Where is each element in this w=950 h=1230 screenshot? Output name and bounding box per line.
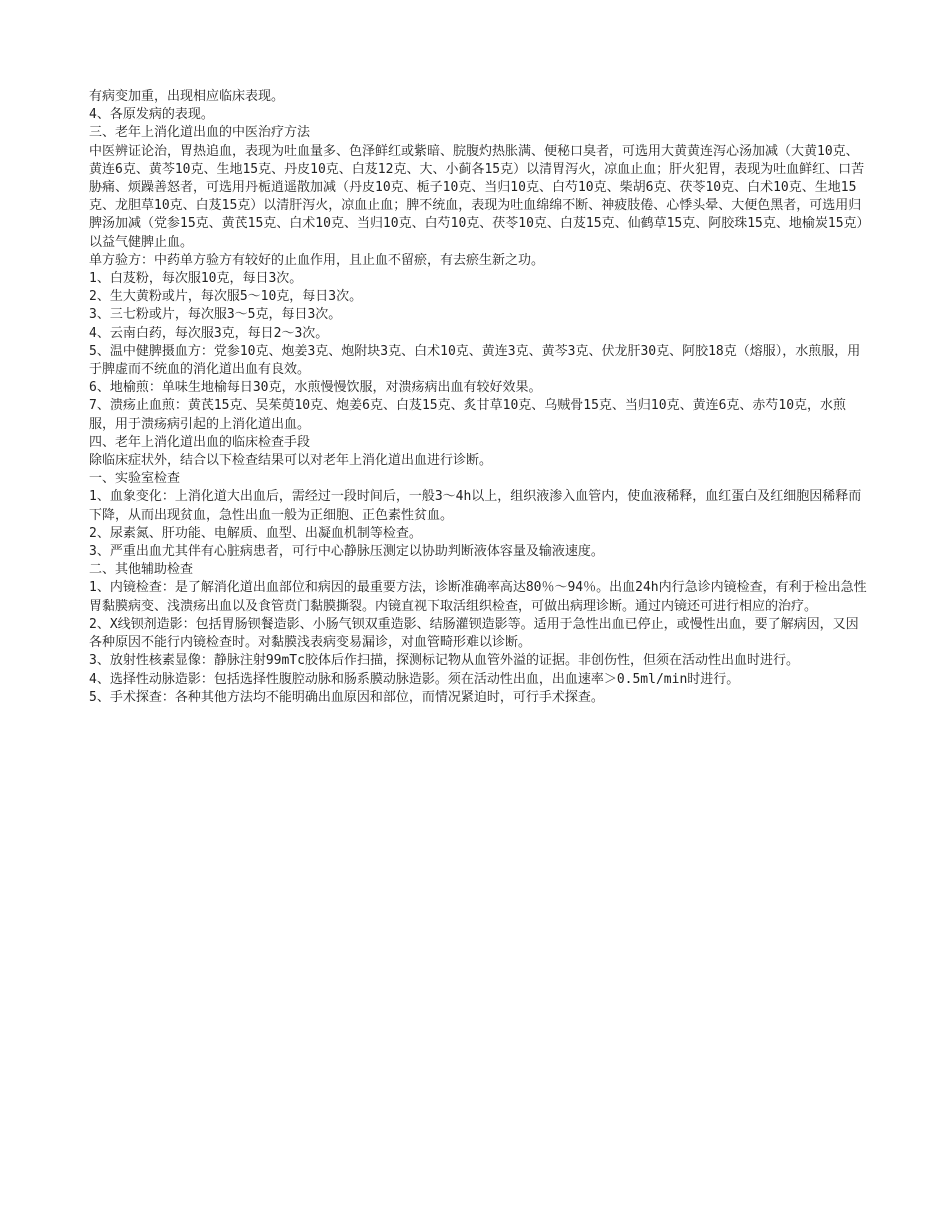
section-heading: 三、老年上消化道出血的中医治疗方法 <box>89 125 311 141</box>
list-item: 7、溃疡止血煎：黄芪15克、吴茱萸10克、炮姜6克、白芨15克、炙甘草10克、乌贼骨15克、当归10克、黄连6克、赤芍10克，水煎服，用于溃疡病引起的上消化道出血。 <box>89 398 847 432</box>
document-body <box>89 88 867 707</box>
subsection-heading: 一、实验室检查 <box>89 471 181 487</box>
paragraph: 除临床症状外，结合以下检查结果可以对老年上消化道出血进行诊断。 <box>89 453 493 469</box>
list-item: 4、各原发病的表现。 <box>89 107 214 123</box>
list-item: 3、三七粉或片，每次服3～5克，每日3次。 <box>89 307 342 323</box>
list-item: 5、温中健脾摄血方：党参10克、炮姜3克、炮附块3克、白术10克、黄连3克、黄芩3克、伏龙肝30克、阿胶18克（熔服），水煎服，用于脾虚而不统血的消化道出血有良效。 <box>89 343 861 378</box>
paragraph: 单方验方：中药单方验方有较好的止血作用，且止血不留瘀，有去瘀生新之功。 <box>89 252 545 268</box>
list-item: 2、尿素氮、肝功能、电解质、血型、出凝血机制等检查。 <box>89 525 422 541</box>
list-item: 2、X线钡剂造影：包括胃肠钡餐造影、小肠气钡双重造影、结肠灌钡造影等。适用于急性出血已停止，或慢性出血，要了解病因，又因各种原因不能行内镜检查时。对黏膜浅表病变易漏诊，对血管畸形难以诊断。 <box>89 616 859 651</box>
text-line: 有病变加重，出现相应临床表现。 <box>89 89 285 104</box>
list-item: 3、严重出血尤其伴有心脏病患者，可行中心静脉压测定以协助判断液体容量及输液速度。 <box>89 544 604 560</box>
section-heading: 四、老年上消化道出血的临床检查手段 <box>89 434 311 450</box>
list-item: 5、手术探查：各种其他方法均不能明确出血原因和部位，而情况紧迫时，可行手术探查。 <box>89 689 604 705</box>
list-item: 3、放射性核素显像：静脉注射99mTc胶体后作扫描，探测标记物从血管外溢的证据。非创伤性，但须在活动性出血时进行。 <box>89 653 799 669</box>
list-item: 1、白芨粉，每次服10克，每日3次。 <box>89 271 303 287</box>
list-item: 4、云南白药，每次服3克，每日2～3次。 <box>89 325 329 341</box>
list-item: 1、内镜检查：是了解消化道出血部位和病因的最重要方法，诊断准确率高达80％～94％。出血24h内行急诊内镜检查，有利于检出急性胃黏膜病变、浅溃疡出血以及食管贲门黏膜撕裂。内镜直视下取活组织检查，可做出病理诊断。通过内镜还可进行相应的治疗。 <box>89 580 867 614</box>
list-item: 4、选择性动脉造影：包括选择性腹腔动脉和肠系膜动脉造影。须在活动性出血，出血速率＞0.5ml/min时进行。 <box>89 671 740 687</box>
list-item: 1、血象变化：上消化道大出血后，需经过一段时间后，一般3～4h以上，组织液渗入血管内，使血液稀释，血红蛋白及红细胞因稀释而下降，从而出现贫血，急性出血一般为正细胞、正色素性贫血。 <box>89 489 862 523</box>
paragraph: 中医辨证论治，胃热追血，表现为吐血量多、色泽鲜红或紫暗、脘腹灼热胀满、便秘口臭者，可选用大黄黄连泻心汤加减（大黄10克、黄连6克、黄芩10克、生地15克、丹皮10克、白芨12克、大、小蓟各15克）以清胃泻火，凉血止血；肝火犯胃，表现为吐血鲜红、口苦胁痛、烦躁善怒者，可选用丹栀逍遥散加减（丹皮10克、栀子10克、当归10克、白芍10克、柴胡6克、茯苓10克、白术10克、生地15克、龙胆草10克、白芨15克）以清肝泻火，凉血止血；脾不统血，表现为吐血绵绵不断、神疲肢倦、心悸头晕、大便色黑者，可选用归脾汤加减（党参15克、黄芪15克、白术10克、当归10克、白芍10克、茯苓10克、白芨15克、仙鹤草15克、阿胶珠15克、地榆炭15克）以益气健脾止血。 <box>89 143 865 250</box>
list-item: 2、生大黄粉或片，每次服5～10克，每日3次。 <box>89 289 363 305</box>
subsection-heading: 二、其他辅助检查 <box>89 562 194 578</box>
list-item: 6、地榆煎：单味生地榆每日30克，水煎慢慢饮服，对溃疡病出血有较好效果。 <box>89 380 542 396</box>
